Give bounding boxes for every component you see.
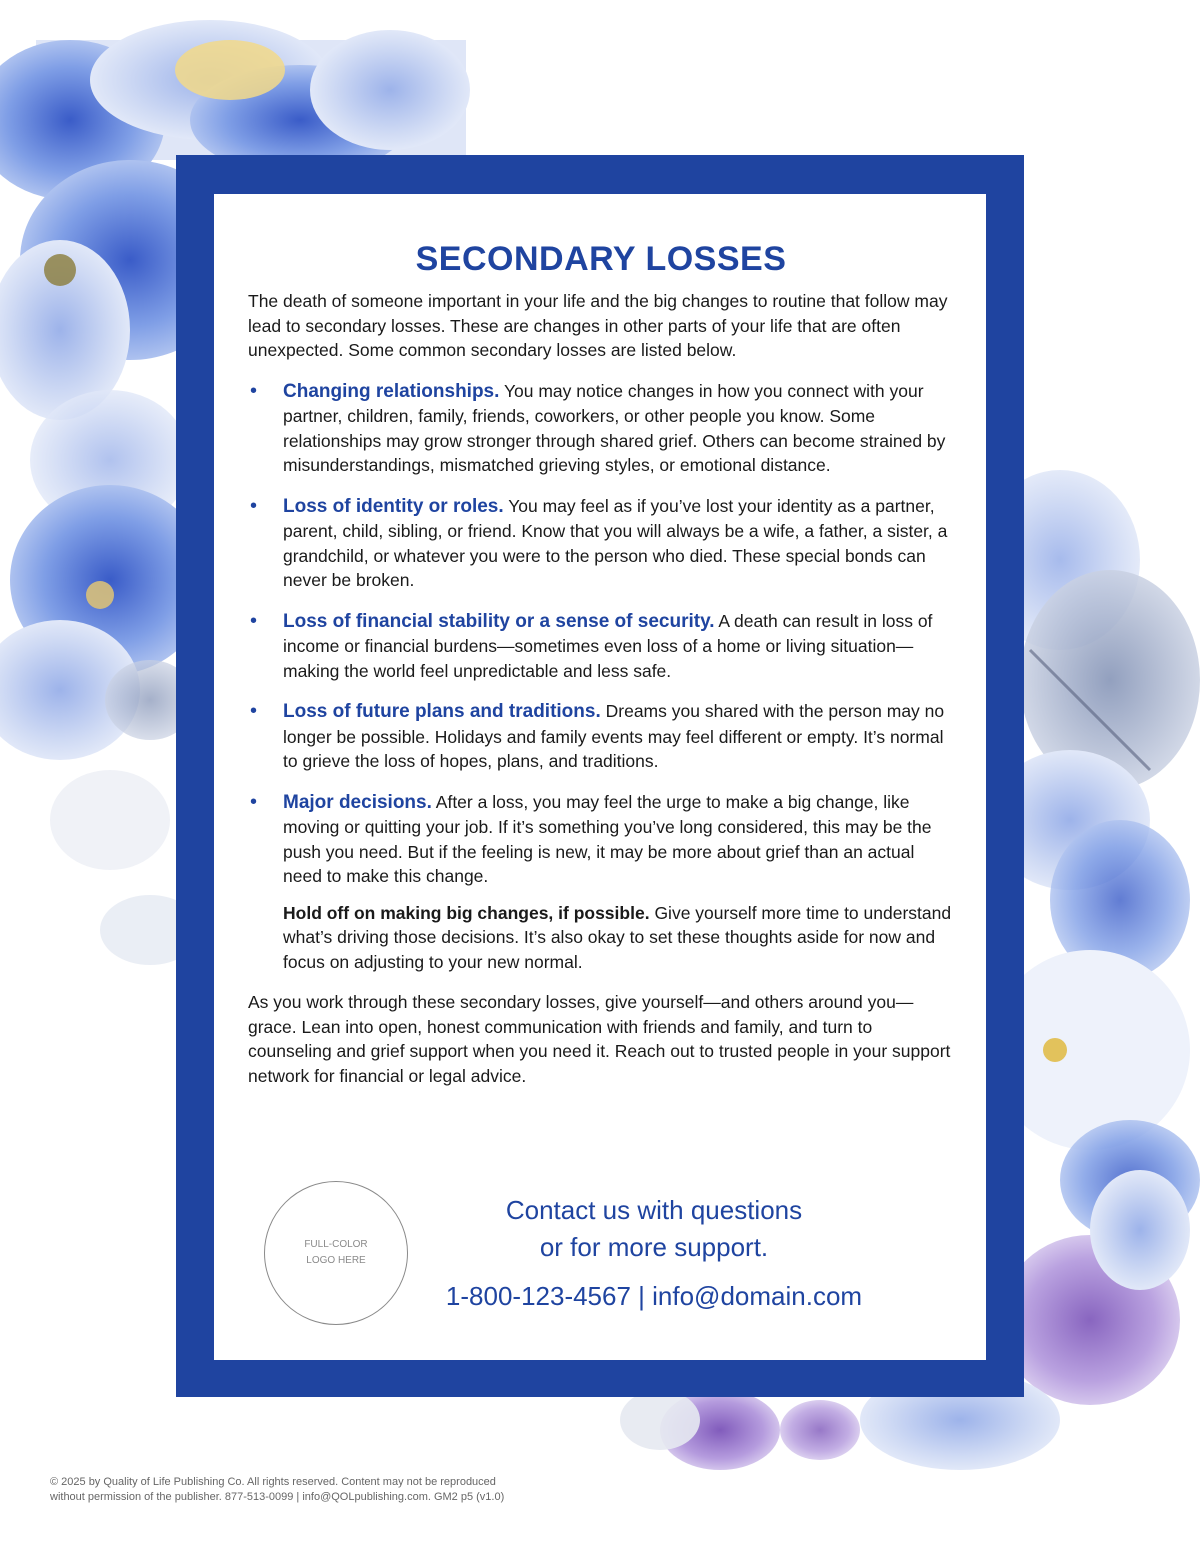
advice-heading: Hold off on making big changes, if possible. <box>283 902 650 923</box>
advice-paragraph <box>248 901 954 975</box>
closing-paragraph: As you work through these secondary losses, give yourself—and others around you—grace. Lean into open, honest communication with friends and family, and turn to counseling and grief support when you need it. Reach out to trusted people in your support network for financial or legal advice. <box>248 992 951 1086</box>
intro-paragraph: The death of someone important in your life and the big changes to routine that follow may lead to secondary losses. These are changes in other parts of your life that are often unexpected. Some common secondary losses are listed below. <box>248 291 948 360</box>
list-item <box>248 379 954 478</box>
bullet-icon: • <box>250 379 258 402</box>
contact-line-1: Contact us with questions <box>505 1195 803 1225</box>
bullet-icon: • <box>250 609 258 632</box>
list-item-heading: Loss of future plans and traditions. <box>283 701 601 722</box>
footer-line-2: without permission of the publisher. 877-513-0099 | info@QOLpublishing.com. GM2 p5 (v1.0) <box>50 1491 505 1503</box>
list-item-body: You may feel as if you’ve lost your identity as a partner, parent, child, sibling, or friend. Know that you will always be a wife, a father, a sister, a grandchild, or whatever you were to the person who died. These special bonds can never be broken. <box>283 495 948 590</box>
contact-block <box>424 1192 884 1312</box>
advice-body: Give yourself more time to understand what’s driving those decisions. It’s also okay to set these thoughts aside for now and focus on adjusting to your new normal. <box>283 902 952 972</box>
content-panel <box>214 194 986 1360</box>
logo-placeholder <box>264 1181 408 1325</box>
copyright-footer <box>50 1475 570 1505</box>
logo-placeholder-line2: LOGO HERE <box>306 1255 366 1266</box>
list-item <box>248 790 954 889</box>
contact-info[interactable]: 1-800-123-4567 | info@domain.com <box>445 1281 863 1311</box>
bullet-icon: • <box>250 700 258 722</box>
secondary-loss-list <box>248 379 954 889</box>
list-item-body: Dreams you shared with the person may no longer be possible. Holidays and family events may feel different or empty. It’s normal to grieve the loss of hopes, plans, and traditions. <box>283 701 945 771</box>
page-title: SECONDARY LOSSES <box>415 240 787 278</box>
list-item <box>248 609 954 684</box>
list-item <box>248 699 954 774</box>
footer-line-1: © 2025 by Quality of Life Publishing Co. All rights reserved. Content may not be reproduced <box>50 1476 496 1488</box>
list-item-body: After a loss, you may feel the urge to make a big change, like moving or quitting your job. If it’s something you’ve long considered, this may be the push you need. But if the feeling is new, it may be more about grief than an actual need to make this change. <box>283 791 932 886</box>
list-item-heading: Loss of financial stability or a sense of security. <box>283 610 715 632</box>
list-item <box>248 494 954 593</box>
list-item-body: A death can result in loss of income or financial burdens—sometimes even loss of a home or living situation—making the world feel unpredictable and less safe. <box>283 610 933 681</box>
list-item-heading: Loss of identity or roles. <box>283 495 504 517</box>
list-item-heading: Major decisions. <box>283 791 432 813</box>
list-item-heading: Changing relationships. <box>283 380 500 402</box>
logo-placeholder-line1: FULL-COLOR <box>304 1239 368 1250</box>
bullet-icon: • <box>250 790 258 813</box>
list-item-body: You may notice changes in how you connect with your partner, children, family, friends, coworkers, or other people you know. Some relationships may grow stronger through shared grief. Others can become strained by misunderstandings, mismatched grieving styles, or emotional distance. <box>283 380 946 475</box>
contact-line-2: or for more support. <box>539 1232 769 1262</box>
bullet-icon: • <box>250 494 258 517</box>
